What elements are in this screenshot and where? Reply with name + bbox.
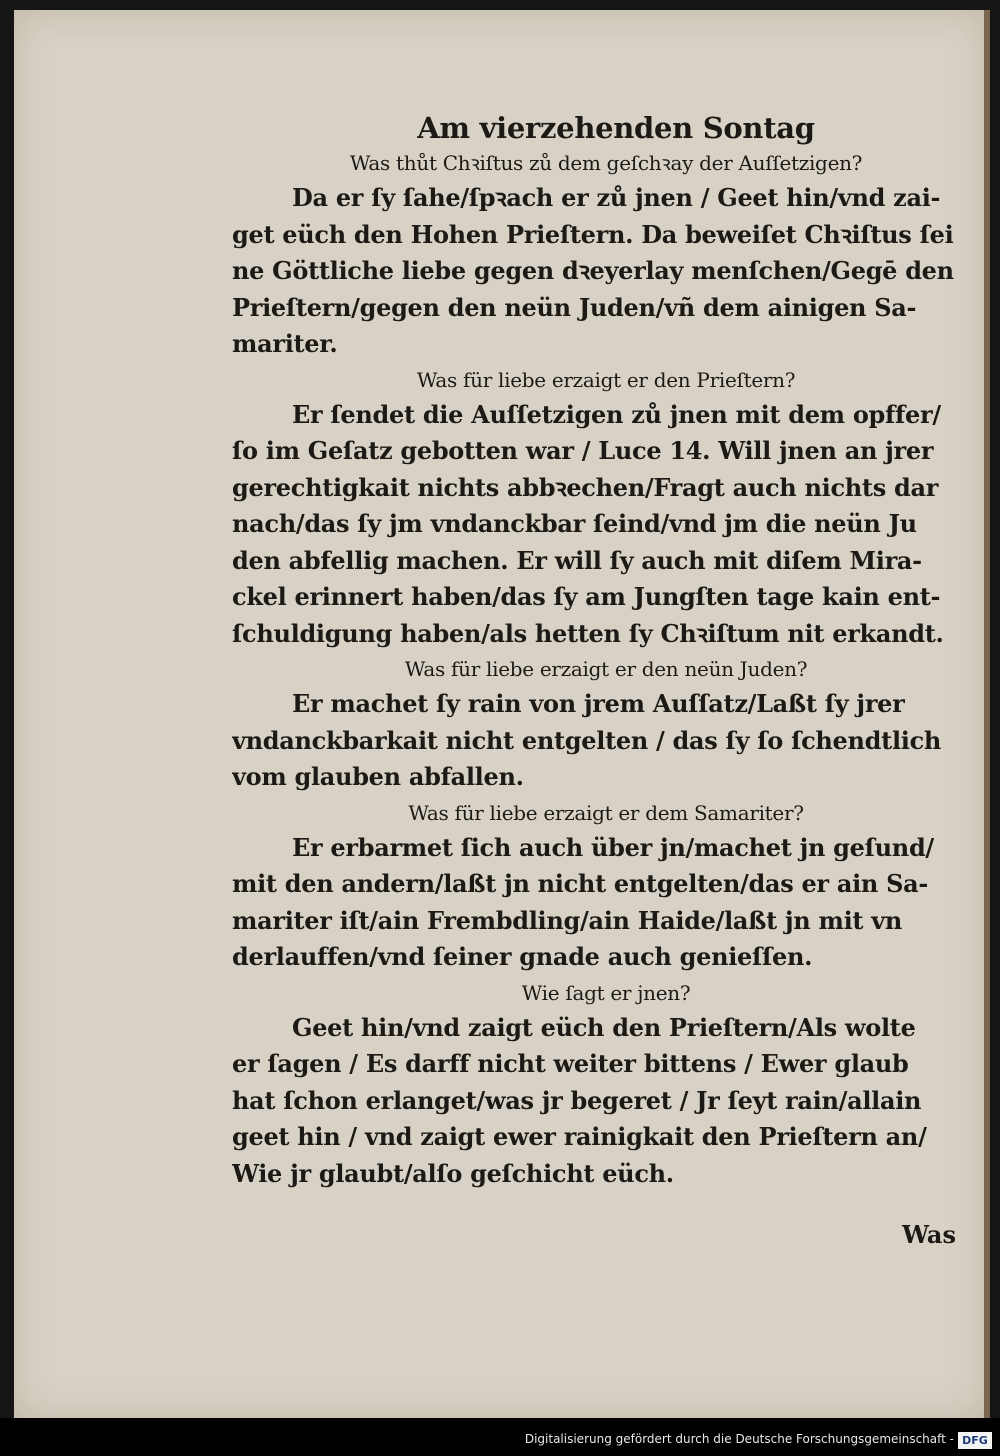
question-2: Was für liebe erzaigt er den Prieſtern? bbox=[416, 367, 796, 392]
text-line: derlauffen/vnd ſeiner gnade auch genieſſen. bbox=[232, 942, 813, 971]
text-line: gerechtigkait nichts abbꝛechen/Fragt auch nichts dar bbox=[232, 472, 939, 502]
footer-credit: Digitalisierung gefördert durch die Deutsche Forschungsgemeinschaft - bbox=[524, 1432, 954, 1446]
text-line: Er ſendet die Auſſetzigen zů jnen mit dem opffer/ bbox=[292, 399, 941, 429]
answer-1 bbox=[232, 180, 980, 363]
text-line: vndanckbarkait nicht entgelten / das ſy ſo ſchendtlich bbox=[232, 725, 942, 755]
text-line: ckel erinnert haben/das ſy am Jungſten tage kain ent- bbox=[232, 582, 941, 611]
text-line: ſo im Geſatz gebotten war / Luce 14. Will jnen an jrer bbox=[232, 436, 934, 465]
text-line: Geet hin/vnd zaigt eüch den Prieſtern/Als wolte bbox=[292, 1012, 916, 1042]
footer-bar bbox=[0, 1418, 1000, 1456]
text-line: Da er ſy ſahe/ſpꝛach er zů jnen / Geet hin/vnd zai- bbox=[292, 183, 941, 212]
answer-5 bbox=[232, 1010, 980, 1193]
page-title: Am vierzehenden Sontag bbox=[417, 111, 815, 145]
text-line: Er erbarmet ſich auch über jn/machet jn geſund/ bbox=[292, 832, 934, 862]
answer-3 bbox=[232, 686, 980, 796]
answer-2 bbox=[232, 397, 980, 653]
text-line: ne Göttliche liebe gegen dꝛeyerlay menſchen/Gegē den bbox=[232, 256, 954, 285]
text-line: mariter. bbox=[232, 329, 338, 358]
text-line: get eüch den Hohen Prieſtern. Da beweiſet Chꝛiſtus ſei bbox=[232, 219, 954, 249]
text-line: vom glauben abfallen. bbox=[232, 762, 524, 791]
text-line: nach/das ſy jm vndanckbar ſeind/vnd jm die neün Ju bbox=[232, 509, 917, 538]
book-page bbox=[14, 10, 986, 1418]
text-line: hat ſchon erlanget/was jr begeret / Jr ſeyt rain/allain bbox=[232, 1085, 922, 1115]
text-line: mariter iſt/ain Frembdling/ain Haide/laßt jn mit vn bbox=[232, 905, 903, 935]
text-line: ſchuldigung haben/als hetten ſy Chꝛiſtum nit erkandt. bbox=[232, 618, 944, 648]
page-edge bbox=[984, 10, 990, 1418]
text-line: den abfellig machen. Er will ſy auch mit diſem Mira- bbox=[232, 545, 922, 575]
question-4: Was für liebe erzaigt er dem Samariter? bbox=[408, 800, 804, 825]
text-line: er ſagen / Es darff nicht weiter bittens / Ewer glaub bbox=[232, 1049, 909, 1078]
question-1: Was thůt Chꝛiſtus zů dem geſchꝛay der Auſſetzigen? bbox=[349, 151, 863, 175]
question-5: Wie ſagt er jnen? bbox=[521, 980, 691, 1005]
catchword: Was bbox=[902, 1220, 956, 1249]
answer-4 bbox=[232, 830, 980, 976]
dfg-logo-icon[interactable]: DFG bbox=[958, 1432, 992, 1449]
text-line: Er machet ſy rain von jrem Auſſatz/Laßt ſy jrer bbox=[292, 689, 905, 718]
text-block bbox=[232, 110, 980, 1192]
text-line: geet hin / vnd zaigt ewer rainigkait den Prieſtern an/ bbox=[232, 1122, 927, 1151]
text-line: mit den andern/laßt jn nicht entgelten/das er ain Sa- bbox=[232, 869, 929, 898]
question-3: Was für liebe erzaigt er den neün Juden? bbox=[404, 657, 808, 681]
text-line: Prieſtern/gegen den neün Juden/vñ dem ainigen Sa- bbox=[232, 292, 917, 322]
text-line: Wie jr glaubt/alſo geſchicht eüch. bbox=[232, 1158, 674, 1188]
